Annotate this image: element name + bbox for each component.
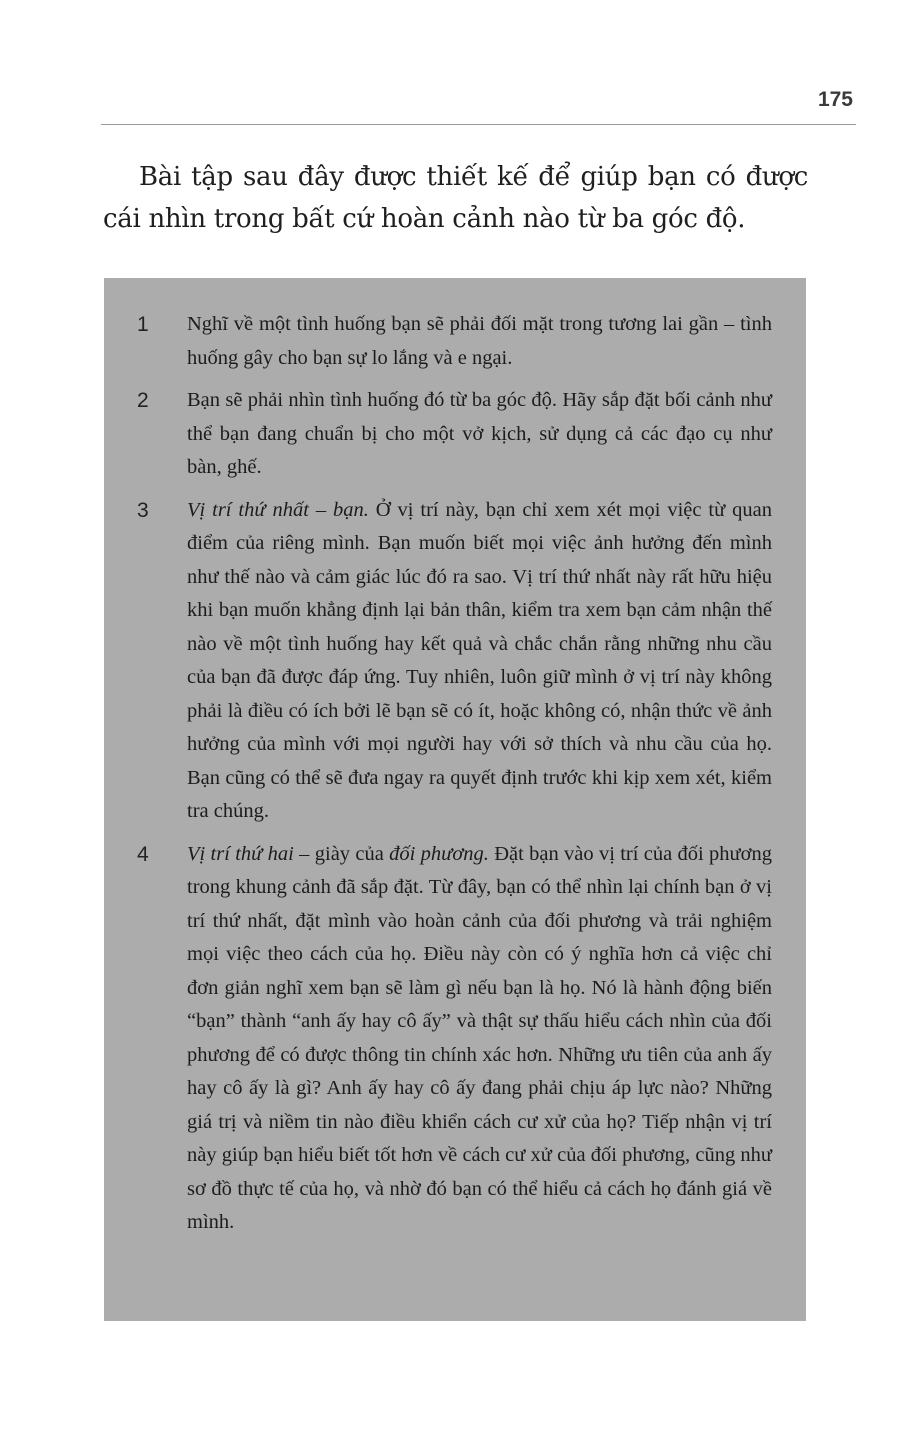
exercise-step: [137, 384, 772, 485]
step-number: 1: [137, 313, 149, 336]
exercise-step: [137, 838, 772, 1240]
step-body: Bạn sẽ phải nhìn tình huống đó từ ba góc độ. Hãy sắp đặt bối cảnh như thể bạn đang chuẩn bị cho một vở kịch, sử dụng cả các đạo cụ như bàn, ghế.: [187, 389, 772, 478]
step-body: Đặt bạn vào vị trí của đối phương trong khung cảnh đã sắp đặt. Từ đây, bạn có thể nhìn lại chính bạn ở vị trí thứ nhất, đặt mình vào hoàn cảnh của đối phương và trải nghiệm mọi việc theo cách của họ. Điều này còn có ý nghĩa hơn cả việc chỉ đơn giản nghĩ xem bạn sẽ làm gì nếu bạn là họ. Nó là hành động biến “bạn” thành “anh ấy hay cô ấy” và thật sự thấu hiểu cách nhìn của đối phương để có được thông tin chính xác hơn. Những ưu tiên của anh ấy hay cô ấy là gì? Anh ấy hay cô ấy đang phải chịu áp lực nào? Những giá trị và niềm tin nào điều khiển cách cư xử của họ? Tiếp nhận vị trí này giúp bạn hiểu biết tốt hơn về cách cư xử của đối phương, cũng như sơ đồ thực tế của họ, và nhờ đó bạn có thể hiểu cả cách họ đánh giá về mình.: [187, 842, 772, 1233]
step-text: [187, 308, 772, 375]
step-text: [187, 494, 772, 829]
step-lead: Vị trí thứ nhất – bạn.: [187, 498, 369, 521]
step-lead-secondary: đối phương.: [389, 842, 489, 865]
exercise-step: [137, 494, 772, 829]
step-text: [187, 384, 772, 485]
exercise-step: [137, 308, 772, 375]
step-number: 3: [137, 498, 149, 522]
step-lead: Vị trí thứ hai: [187, 842, 294, 865]
intro-paragraph: Bài tập sau đây được thiết kế để giúp bạn có được cái nhìn trong bất cứ hoàn cảnh nào từ ba góc độ.: [103, 162, 808, 234]
step-number: 2: [137, 389, 149, 412]
page-number: 175: [817, 88, 853, 111]
step-text: [187, 838, 772, 1240]
step-connector: – giày của: [293, 842, 390, 865]
exercise-box: [104, 278, 806, 1321]
step-body: Nghĩ về một tình huống bạn sẽ phải đối mặt trong tương lai gần – tình huống gây cho bạn sự lo lắng và e ngại.: [187, 313, 772, 369]
header-rule: [101, 124, 856, 125]
step-body: Ở vị trí này, bạn chỉ xem xét mọi việc từ quan điểm của riêng mình. Bạn muốn biết mọi việc ảnh hưởng đến mình như thế nào và cảm giác lúc đó ra sao. Vị trí thứ nhất này rất hữu hiệu khi bạn muốn khẳng định lại bản thân, kiểm tra xem bạn cảm nhận thế nào về một tình huống hay kết quả và chắc chắn rằng những nhu cầu của bạn đã được đáp ứng. Tuy nhiên, luôn giữ mình ở vị trí này không phải là điều có ích bởi lẽ bạn sẽ có ít, hoặc không có, nhận thức về ảnh hưởng của mình với mọi người hay với sở thích và nhu cầu của họ. Bạn cũng có thể sẽ đưa ngay ra quyết định trước khi kịp xem xét, kiểm tra chúng.: [187, 498, 772, 822]
step-number: 4: [137, 842, 149, 866]
